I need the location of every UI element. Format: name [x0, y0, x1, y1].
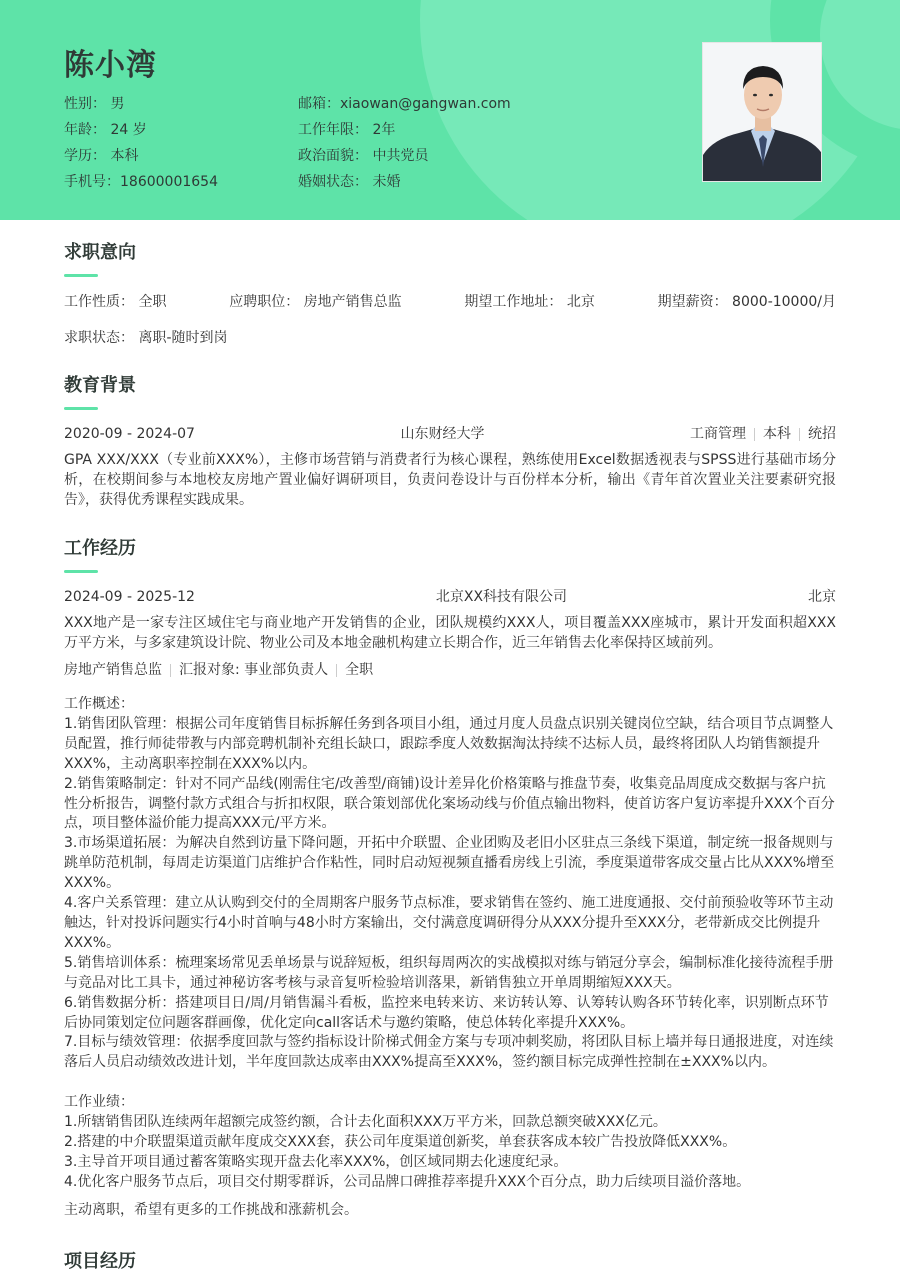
candidate-name: 陈小湾: [64, 48, 157, 83]
overview-item: 7.目标与绩效管理：依据季度回款与签约指标设计阶梯式佣金方案与专项冲刺奖励，将团队目标上墙并每日通报进度，对连续落后人员启动绩效改进计划，半年度回款达成率由XXX%提高至XXX%，签约额目标完成弹性控制在±XXX%以内。: [64, 1034, 834, 1071]
education-period: 2020-09 - 2024-07: [64, 426, 195, 442]
intent-row: [64, 291, 836, 313]
basic-info: [64, 94, 624, 192]
profile-photo: [702, 42, 822, 182]
work-report-to: 汇报对象: 事业部负责人: [179, 662, 329, 678]
work-title: 房地产销售总监: [64, 662, 162, 678]
education-row: [64, 424, 836, 444]
overview-item: 3.市场渠道拓展：为解决自然到访量下降问题，开拓中介联盟、企业团购及老旧小区驻点三条线下渠道，制定统一报备规则与跳单防范机制，每周走访渠道门店维护合作粘性，同时启动短视频直播看房线上引流，季度渠道带客成交量占比从XXX%增至XXX%。: [64, 835, 835, 892]
info-age: 年龄： 24 岁: [64, 122, 147, 138]
section-title: 教育背景: [64, 375, 136, 396]
overview-item: 5.销售培训体系：梳理案场常见丢单场景与说辞短板，组织每周两次的实战模拟对练与销冠分享会，编制标准化接待流程手册与竞品对比工具卡，通过神秘访客考核与录音复听检验培训落果，新销售独立开单周期缩短XXX天。: [64, 954, 834, 991]
achievement-item: 2.搭建的中介联盟渠道贡献年度成交XXX套，获公司年度渠道创新奖，单套获客成本较广告投放降低XXX%。: [64, 1134, 737, 1151]
overview-item: 6.销售数据分析：搭建项目日/周/月销售漏斗看板，监控来电转来访、来访转认筹、认筹转认购各环节转化率，识别断点环节后协同策划定位问题客群画像，优化定向call客话术与邀约策略，使总体转化率提升XXX%。: [64, 994, 829, 1031]
overview-item: 2.销售策略制定：针对不同产品线(刚需住宅/改善型/商铺)设计差异化价格策略与推盘节奏，收集竞品周度成交数据与客户抗性分析报告，调整付款方式组合与折扣权限，联合策划部优化案场动线与价值点输出物料，使首访客户复访率提升XXX个百分点，项目整体溢价能力提高XXX元/平方米。: [64, 775, 835, 832]
intent-status: 求职状态： 离职-随时到岗: [64, 330, 228, 346]
divider: [754, 428, 755, 441]
section-title: 项目经历: [64, 1250, 136, 1272]
title-underline: [64, 570, 98, 573]
title-underline: [64, 407, 98, 410]
info-email: 邮箱：xiaowan@gangwan.com: [298, 96, 511, 112]
divider: [170, 664, 171, 677]
education-major: 工商管理: [689, 426, 746, 442]
info-political-status: 政治面貌： 中共党员: [298, 148, 429, 164]
title-underline: [64, 274, 98, 277]
section-title: 工作经历: [64, 538, 136, 559]
divider: [336, 664, 337, 677]
overview-label: 工作概述：: [64, 696, 134, 712]
overview-item: 1.销售团队管理：根据公司年度销售目标拆解任务到各项目小组，通过月度人员盘点识别关键岗位空缺，结合项目节点调整人员配置，推行师徒带教与内部竞聘机制补充组长缺口，跟踪季度人效数据淘汰持续不达标人员，最终将团队人均销售额提升XXX%，主动离职率控制在XXX%以内。: [64, 715, 834, 772]
education-degree: 本科: [762, 426, 791, 442]
person-avatar-icon: [703, 43, 822, 182]
intent-job-type: 工作性质： 全职: [64, 294, 167, 310]
intent-location: 期望工作地址： 北京: [464, 294, 595, 310]
achievement-label: 工作业绩：: [64, 1094, 134, 1111]
work-city: 北京: [807, 589, 836, 605]
leave-reason: 主动离职，希望有更多的工作挑战和涨薪机会。: [64, 1201, 358, 1218]
education-section: [64, 373, 836, 510]
work-section: [64, 536, 836, 1221]
project-section: [64, 1249, 836, 1275]
work-tags: [64, 659, 836, 681]
achievement-item: 3.主导首开项目通过蓄客策略实现开盘去化率XXX%，创区域同期去化速度纪录。: [64, 1153, 568, 1170]
info-marital-status: 婚姻状态： 未婚: [298, 174, 401, 190]
work-row: [64, 587, 836, 607]
intent-salary: 期望薪资： 8000-10000/月: [657, 294, 836, 310]
achievement-item: 1.所辖销售团队连续两年超额完成签约额，合计去化面积XXX万平方米，回款总额突破XXX亿元。: [64, 1114, 667, 1131]
divider: [799, 428, 800, 441]
info-gender: 性别： 男: [64, 96, 125, 112]
overview-item: 4.客户关系管理：建立从认购到交付的全周期客户服务节点标准，要求销售在签约、施工进度通报、交付前预验收等环节主动触达，针对投诉问题实行4小时首响与48小时方案输出，交付满意度调研得分从XXX分提升至XXX分，老带新成交比例提升XXX%。: [64, 895, 834, 951]
info-education: 学历： 本科: [64, 148, 139, 164]
school-name: 山东财经大学: [400, 426, 485, 442]
work-type: 全职: [345, 662, 374, 678]
education-type: 统招: [807, 426, 836, 442]
education-tags: [690, 424, 836, 444]
info-work-years: 工作年限： 2年: [298, 122, 396, 138]
company-name: 北京XX科技有限公司: [435, 589, 568, 605]
section-title: 求职意向: [64, 242, 136, 263]
resume-header: [0, 0, 900, 220]
job-intent-section: [64, 240, 836, 349]
work-period: 2024-09 - 2025-12: [64, 589, 195, 605]
achievement-item: 4.优化客户服务节点后，项目交付期零群诉，公司品牌口碑推荐率提升XXX个百分点，助力后续项目溢价落地。: [64, 1173, 751, 1190]
company-description: XXX地产是一家专注区域住宅与商业地产开发销售的企业，团队规模约XXX人，项目覆盖XXX座城市，累计开发面积超XXX万平方米，与多家建筑设计院、物业公司及本地金融机构建立长期合作，近三年销售去化率保持区域前列。: [64, 615, 836, 651]
education-description: GPA XXX/XXX（专业前XXX%），主修市场营销与消费者行为核心课程，熟练使用Excel数据透视表与SPSS进行基础市场分析，在校期间参与本地校友房地产置业偏好调研项目，负责问卷设计与百份样本分析，输出《青年首次置业关注要素研究报告》，获得优秀课程实践成果。: [64, 452, 836, 508]
info-phone: 手机号：18600001654: [64, 174, 218, 190]
intent-position: 应聘职位： 房地产销售总监: [229, 294, 402, 310]
